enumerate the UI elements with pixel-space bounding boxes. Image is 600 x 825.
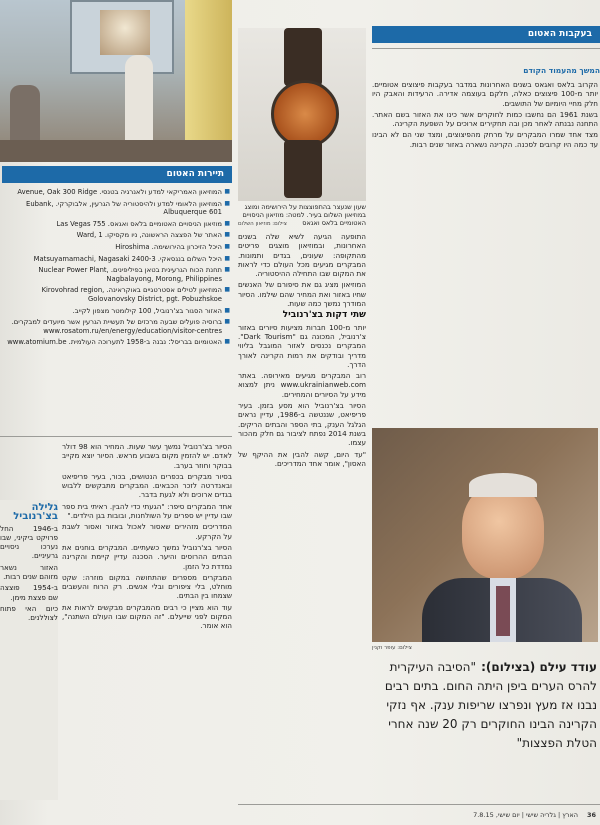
pull-quote-speaker: עודד עילם (בצילום): [481, 660, 597, 674]
far-left-paragraph: האזור נשאר מזוהם שנים רבות. [0, 562, 58, 582]
sidebar-item: ■ תחנת הכוח הגרעינית בטאן בפיליפינים. Nuclear Power Plant, Nagbalayong, Morong, Philippines [2, 266, 230, 283]
sidebar-item: ■ האתר של הפצצה הראשונה, ניו מקסיקו. Ward, 1 [2, 231, 230, 240]
far-left-paragraph: ב-1954 פוצצה שם פצצת מימן. [0, 583, 58, 602]
middle-paragraph: התופעה הגיעה לשיא שלה בשנים האחרונות, ובמוזיאון מוצגים פריטים מהתקופה: שעונים, בגדים ותמונות. המבקרים מגיעים מכל העולם כדי לראות את המקום שבו התחילה ההיסטוריה. [238, 232, 366, 279]
middle-paragraph: הסיור בצ'רנוביל הוא מסע בזמן. בעיר פריפיאט, שננטשה ב-1986, עדיין נראים הגלגל הענק, בתי הספר והבתים הריקים. בשנת 2014 נפתח לציבור גם חלק מהכור עצמו. [238, 401, 366, 448]
sidebar-item: ■ המוזיאון לטילים אסטרטגיים באוקראינה. Kirovohrad region, Golovanovsky District, pgt. Pobuzhskoe [2, 286, 230, 303]
sidebar-list [2, 188, 230, 432]
far-left-heading: גלילה בצ'רנוביל [13, 502, 58, 523]
lower-left-paragraph: המדריכים מזהירים שאסור לאכול באזור ואסור לשבת על הקרקע. [62, 522, 232, 541]
watch-credit: צילום: מוזיאון השלום [238, 221, 287, 227]
far-left-column [0, 500, 58, 800]
folio-rule [238, 804, 600, 805]
sidebar-item: ■ ברוסיה פועלים שבעה מרכזים של תעשיית הגרעין אשר מיועדים למבקרים. www.rosatom.ru/en/energy/education/visitor-centres [2, 318, 230, 335]
lower-left-paragraph: המבקרים מספרים שהתחושה במקום מוזרה: שקט מוחלט, בלי ציפורים ובלי אנשים. רק הרוח והעשבים שצמחו בין הבתים. [62, 572, 232, 601]
middle-paragraph: "עד היום, קשה להבין את ההיקף של האסון", אומר אחד המדריכים. [238, 449, 366, 468]
lower-left-paragraph: הסיור בצ'רנוביל נמשך כשעתיים. המבקרים בוחנים את הבתים ההרוסים והיער. הסכנה עדיין קיימת והקרינה נמדדת כל הזמן. [62, 542, 232, 571]
folio-text: הארץ | גלריה שישי | יום שישי, 7.8.15 [473, 811, 578, 819]
portrait-photo [372, 428, 598, 642]
page-number: 36 [586, 811, 596, 819]
middle-paragraph: יותר מ-100 חברות מציעות סיורים באזור צ'רנוביל, המכונה גם "Dark Tourism". המבקרים נכנסים לאזור המוגבל בליווי מדריך ובודקים את רמות הקרינה לאורך הדרך. [238, 322, 366, 369]
far-left-paragraph: כיום האי פתוח לצוללנים. [0, 603, 58, 623]
right-paragraph: מצד אחד שמרו המבקרים על מרחק מהפיצוצים, ומצד שני הם לא הבינו עד כמה היו קרובים לסכנה. הקרינה נשארה באזור שנים רבות. [372, 130, 598, 149]
middle-column [238, 232, 366, 800]
museum-photo [0, 0, 232, 162]
lower-left-paragraph: הסיור בצ'רנוביל נמשך עשר שעות. המחיר הוא 98 דולר לאדם. יש להזמין מקום בשבוע מראש. הסיור יוצא מקייב בבוקר וחוזר בערב. [62, 442, 232, 470]
sidebar-item: ■ האזור הסגור בצ'רנוביל, 100 קילומטר מצפון לקייב. [2, 307, 230, 316]
portrait-credit: צילום: עופר וקנין [372, 645, 412, 651]
watch-caption: שעון שנעצר בהתפוצצות על הירושימה ומוצג במוזיאון השלום בעיר. למטה: מוזיאון הניסויים האטומיים בלאס ואגאס [242, 203, 366, 228]
middle-paragraph: המוזיאון מציג גם את סיפורם של האנשים שחיו באזור ואת המחיר שהם שילמו. הסיור המודרך נמשך כמה שעות. [238, 280, 366, 309]
pull-quote-text: "הסיבה העיקרית להרס הערים ביפן היתה החום. בתים רבים נבנו אז מעץ ונפרצו שריפות ענק. אף נזקי הקרינה הבינו החוקרים רק 20 שנה אחרי הטלת הפצצות" [384, 660, 597, 750]
lower-left-paragraph: עוד הוא מציין כי רבים מהמבקרים מבקשים לראות את המקום לפני שייעלם. "זה המקום שבו העולם השתנה", הוא אומר. [62, 602, 232, 631]
sidebar-item: ■ היכל השלום בנגסאקי. Matsuyamamachi, Nagasaki 2400-3 [2, 255, 230, 264]
middle-paragraph: רוב המבקרים מגיעים מאירופה. באתר www.ukrainianweb.com ניתן למצוא מידע על הסיורים והמחירים. [238, 371, 366, 399]
section-header: בעקבות האטום [372, 26, 600, 43]
header-rule [372, 48, 600, 49]
watch-photo [238, 28, 366, 201]
article-kicker: המשך מהעמוד הקודם [523, 66, 600, 75]
pull-quote [375, 656, 597, 751]
sidebar-item: ■ המוזיאון האמריקאי למדע ולאנרגיה בטנסי. Avenue, Oak 300 Ridge [2, 188, 230, 197]
right-paragraph: בשנת 1961 הם נחשבו כמות לחוקרים אשר כינו את האזור בשם האתר. התחנה נבנתה לאחר מכן ובה תחקירים ארוכים על השפעת הקרינה. [372, 109, 598, 129]
right-column [372, 80, 598, 420]
sidebar-item: ■ האטומיום בבריסל: נבנה ב-1958 לתערוכה העולמית. www.atomium.be [2, 338, 230, 347]
right-paragraph: הקרוב בלאס ואגאס בשנים האחרונות במדבר בעקבות פיצוצים אטומיים. יותר מ-100 פיצוצים כאלה, חלקם בעוצמה אדירה. הרעידות והאבק היו חלק מחיי היומיום של התושבים. [372, 80, 598, 108]
sidebar-item: ■ מוזיאון הניסויים האטומיים בלאס ואגאס. Las Vegas 755 [2, 220, 230, 229]
lower-left-paragraph: בסיור מבקרים בכפרים הנטושים, בכור, בעיר פריפיאט ובאנדרטה לזכר הכבאים. המבקרים מתבקשים ללבוש בגדים ארוכים ולא לגעת בדבר. [62, 471, 232, 500]
lower-left-paragraph: אחד המבקרים סיפר: "הגעתי כדי להבין. ראיתי בית ספר שבו עדיין יש ספרים על השולחנות, ובובות בגן הילדים." [62, 501, 232, 521]
middle-subhead: שתי דקות בצ'רנוביל [282, 310, 366, 321]
sidebar-item: ■ המוזיאון הלאומי למדע ולהיסטוריה של הגרעין, אלבוקרקי. Eubank, Albuquerque 601 [2, 200, 230, 217]
lower-left-column [62, 442, 232, 802]
far-left-paragraph: ב-1946 החל פרויקט ביקיני, שבו נערכו ניסויים גרעיניים. [0, 523, 58, 561]
sidebar-header: תיירות האטום [2, 166, 232, 183]
sidebar-item: ■ היכל הזיכרון בהירושימה. Hiroshima [2, 243, 230, 252]
sidebar-rule [0, 436, 232, 437]
